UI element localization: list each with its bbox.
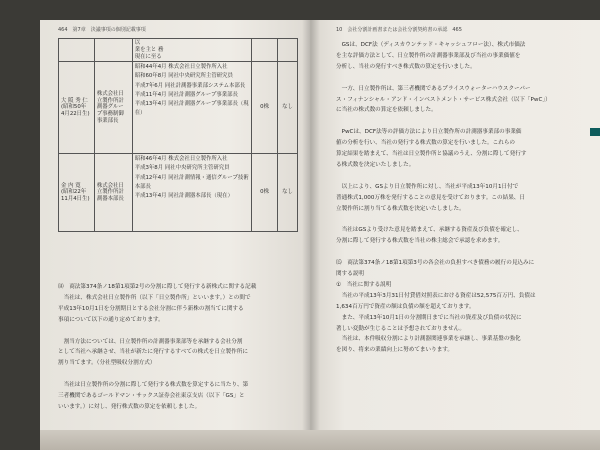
left-page (40, 20, 310, 430)
right-page-header: 10 会社分割計画書または会社分割契約書の承認 465 (336, 27, 462, 33)
left-body-text: ⒁ 商法第374条ノ18第1項第2号の分割に際して発行する新株式に関する記載 当社は、株式会社日立製作所（以下「日立製作所」といいます。）との間で 平成13年10月1日を分割期日とする会社分割に伴う新株の割当てに関する 事項について以下の通り定めております。 割当方法については、日立製作所の計測器事業部等を承継する会社分割 として当社へ承継させ、当社が新たに発行するすべての株式を日立製作所に 割り当てます。（分社型吸収分割方式） 当社は日立製作所の分割に際して発行する株式数を算定するに当たり、第 三者機関であるゴールドマン・サックス証券会社東京支店（以下「GS」と いいます。）に対し、発行株式数の算定を依頼しました。 (58, 284, 257, 410)
table-cell (252, 39, 278, 62)
open-book (40, 20, 600, 450)
right-body-text: GSは、DCF法（ディスカウンテッド・キャッシュフロー法）、株式市価法 を主な評価方法として、日立製作所の計測器事業部及び当社の事業価値を 分析し、当社の発行すべき株式数の算定を行いました。 一方、日立製作所は、第三者機関であるプライスウォーターハウスクーパー ス・フィナンシャル・アンド・インベストメント・サービス株式会社（以下「PwC」） に当社の株式数の算定を依頼しました。 PwCは、DCF法等の評価方法により日立製作所の計測器事業部の事業価 値の分析を行い、当社の発行する株式数の算定を行いました。これらの 算定結果を踏まえて、当社は日立製作所と協議のうえ、分割に際して発行す る株式数を決定いたしました。 以上により、GSより日立製作所に対し、当社が平成13年10月1日付で 普通株式1,000万株を発行することの意見を受けております。この結果、日 立製作所に割り当てる株式数を決定いたしました。 当社はGSより受けた意見を踏まえて、承継する資産及び負債を確定し、 分割に際して発行する株式数を当社の株主総会で承認を求めます。 ⒂ 商法第374条ノ18第1項第3号の各会社の負担すべき債務の履行の見込みに 関する説明 ① 当社に関する説明 当社の平成13年3月31日付貸借対照表における資産は52,575百万円、負債は 1,634百万円で資産の額は負債の額を超えております。 また、平成13年10月1日の分割期日までに当社の資産及び負債の状況に 著しい変動が生じることは予想されておりません。 当社は、本件吸収分割により計測器関連事業を承継し、事業基盤の強化 を図り、将来の業績向上に努めてまいります。 (336, 42, 551, 354)
table-cell: 株式会社日 立製作所計 測器グルー プ事務制御 事業部長 (94, 62, 132, 154)
director-table (58, 38, 298, 232)
table-row (59, 154, 298, 232)
table-cell: 昭和46年4月 株式会社日立製作所入社 平成3年8月 同社中央研究所主管研究員 平成12年4月 同社計測情報・通信グループ技術本部長 平成13年4月 同社計測器本部長（現在） (132, 154, 251, 232)
table-cell: なし (278, 154, 298, 232)
page-edges (40, 430, 600, 450)
index-tab (590, 128, 600, 136)
table-cell: 0株 (252, 62, 278, 154)
table-cell (278, 39, 298, 62)
table-row (59, 39, 298, 62)
table-row (59, 62, 298, 154)
right-page (310, 20, 600, 430)
table-cell: 昭和44年4月 株式会社日立製作所入社 昭和60年8月 同社中央研究所主管研究員 平成7年6月 同社計測器事業部システム本部長 平成11年4月 同社計測器グループ事業部長 平成13年4月 同社計測器グループ事業部長（現在） (132, 62, 251, 154)
book-gutter (302, 20, 320, 430)
table-cell: 金 内 寛 (昭和22年 11月4日生) (59, 154, 95, 232)
left-page-header: 464 第7章 決議事項の個別記載事項 (58, 27, 146, 33)
table-cell: 0株 (252, 154, 278, 232)
table-cell: 以 業を主と 務 現在に至る (132, 39, 251, 62)
table-cell: 大 阪 秀 仁 (昭和50年 4月22日生) (59, 62, 95, 154)
table-cell: なし (278, 62, 298, 154)
table-cell (59, 39, 95, 62)
table-cell: 株式会社日 立製作所計 測器本部長 (94, 154, 132, 232)
table-cell (94, 39, 132, 62)
